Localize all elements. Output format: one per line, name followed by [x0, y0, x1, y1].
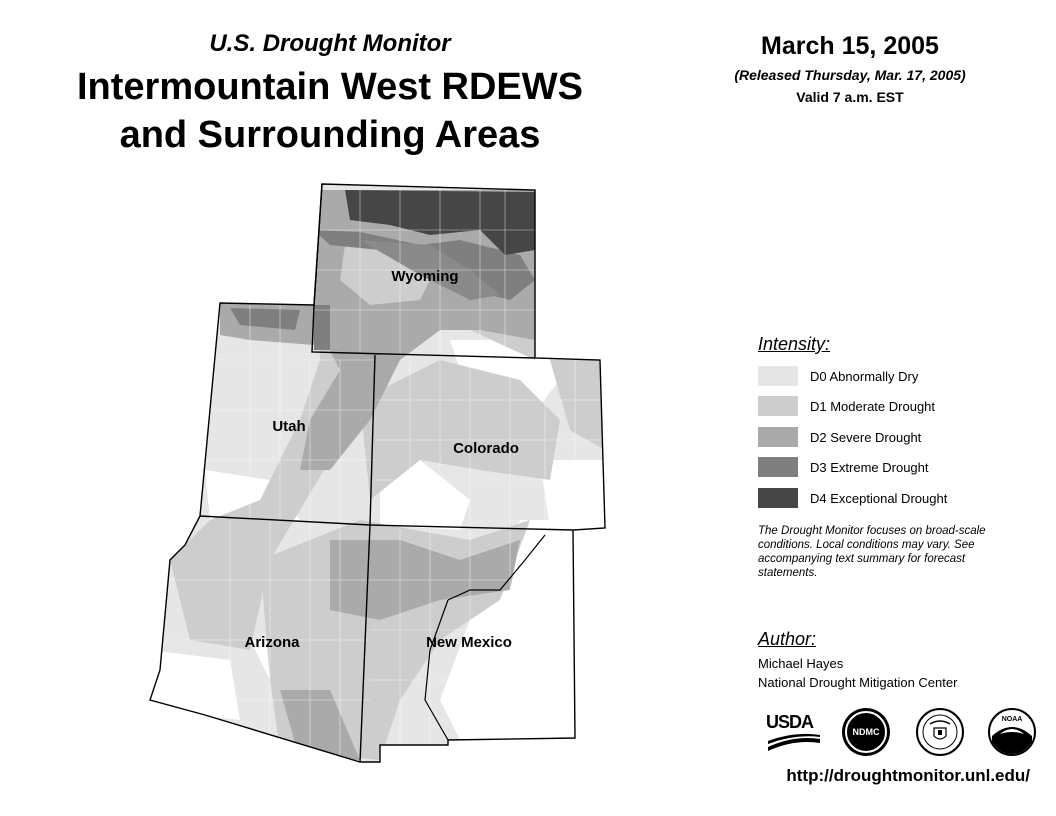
legend-item — [758, 427, 921, 447]
map-title-line1: Intermountain West RDEWS — [77, 66, 583, 108]
state-label-utah: Utah — [272, 418, 306, 435]
noaa-logo-text: NOAA — [1001, 716, 1023, 723]
map-subtitle: U.S. Drought Monitor — [209, 30, 451, 57]
legend-item — [758, 396, 935, 416]
map-date: March 15, 2005 — [761, 32, 939, 60]
noaa-bird-icon — [990, 710, 1034, 754]
author-name: Michael Hayes — [758, 656, 844, 671]
legend-label: D3 Extreme Drought — [810, 459, 929, 475]
legend-item — [758, 488, 947, 508]
usda-logo — [766, 712, 822, 752]
release-date: (Released Thursday, Mar. 17, 2005) — [734, 67, 966, 83]
author-title: Author: — [758, 629, 817, 649]
usda-logo-swoosh — [766, 733, 822, 753]
legend-swatch — [758, 427, 798, 447]
legend-item — [758, 457, 929, 477]
noaa-logo — [988, 708, 1036, 756]
map-title-line2: and Surrounding Areas — [119, 114, 541, 156]
ndmc-logo-text: NDMC — [852, 727, 880, 737]
legend-swatch — [758, 457, 798, 477]
author-organization: National Drought Mitigation Center — [758, 675, 958, 690]
website-url[interactable]: http://droughtmonitor.unl.edu/ — [786, 766, 1030, 785]
state-label-new-mexico: New Mexico — [426, 634, 512, 651]
state-label-wyoming: Wyoming — [391, 268, 459, 285]
legend-swatch — [758, 396, 798, 416]
legend-title: Intensity: — [758, 334, 831, 354]
state-label-arizona: Arizona — [244, 634, 300, 651]
state-label-colorado: Colorado — [453, 440, 519, 457]
ndmc-logo-ring — [845, 711, 887, 753]
disclaimer-note: The Drought Monitor focuses on broad-scale conditions. Local conditions may vary. See accompanying text summary for forecast statements. — [758, 525, 986, 579]
legend-swatch — [758, 488, 798, 508]
ndmc-logo — [842, 708, 890, 756]
d3-area — [314, 305, 330, 350]
commerce-seal — [916, 708, 964, 756]
legend-label: D4 Exceptional Drought — [810, 490, 948, 506]
legend-item — [758, 366, 918, 386]
valid-time: Valid 7 a.m. EST — [796, 89, 904, 105]
legend-label: D2 Severe Drought — [810, 429, 922, 445]
no-drought-area — [150, 650, 240, 720]
legend-swatch — [758, 366, 798, 386]
eagle-shield-icon — [920, 712, 960, 752]
legend-label: D1 Moderate Drought — [810, 398, 936, 414]
legend-label: D0 Abnormally Dry — [810, 368, 919, 384]
usda-logo-text: USDA — [766, 712, 814, 732]
